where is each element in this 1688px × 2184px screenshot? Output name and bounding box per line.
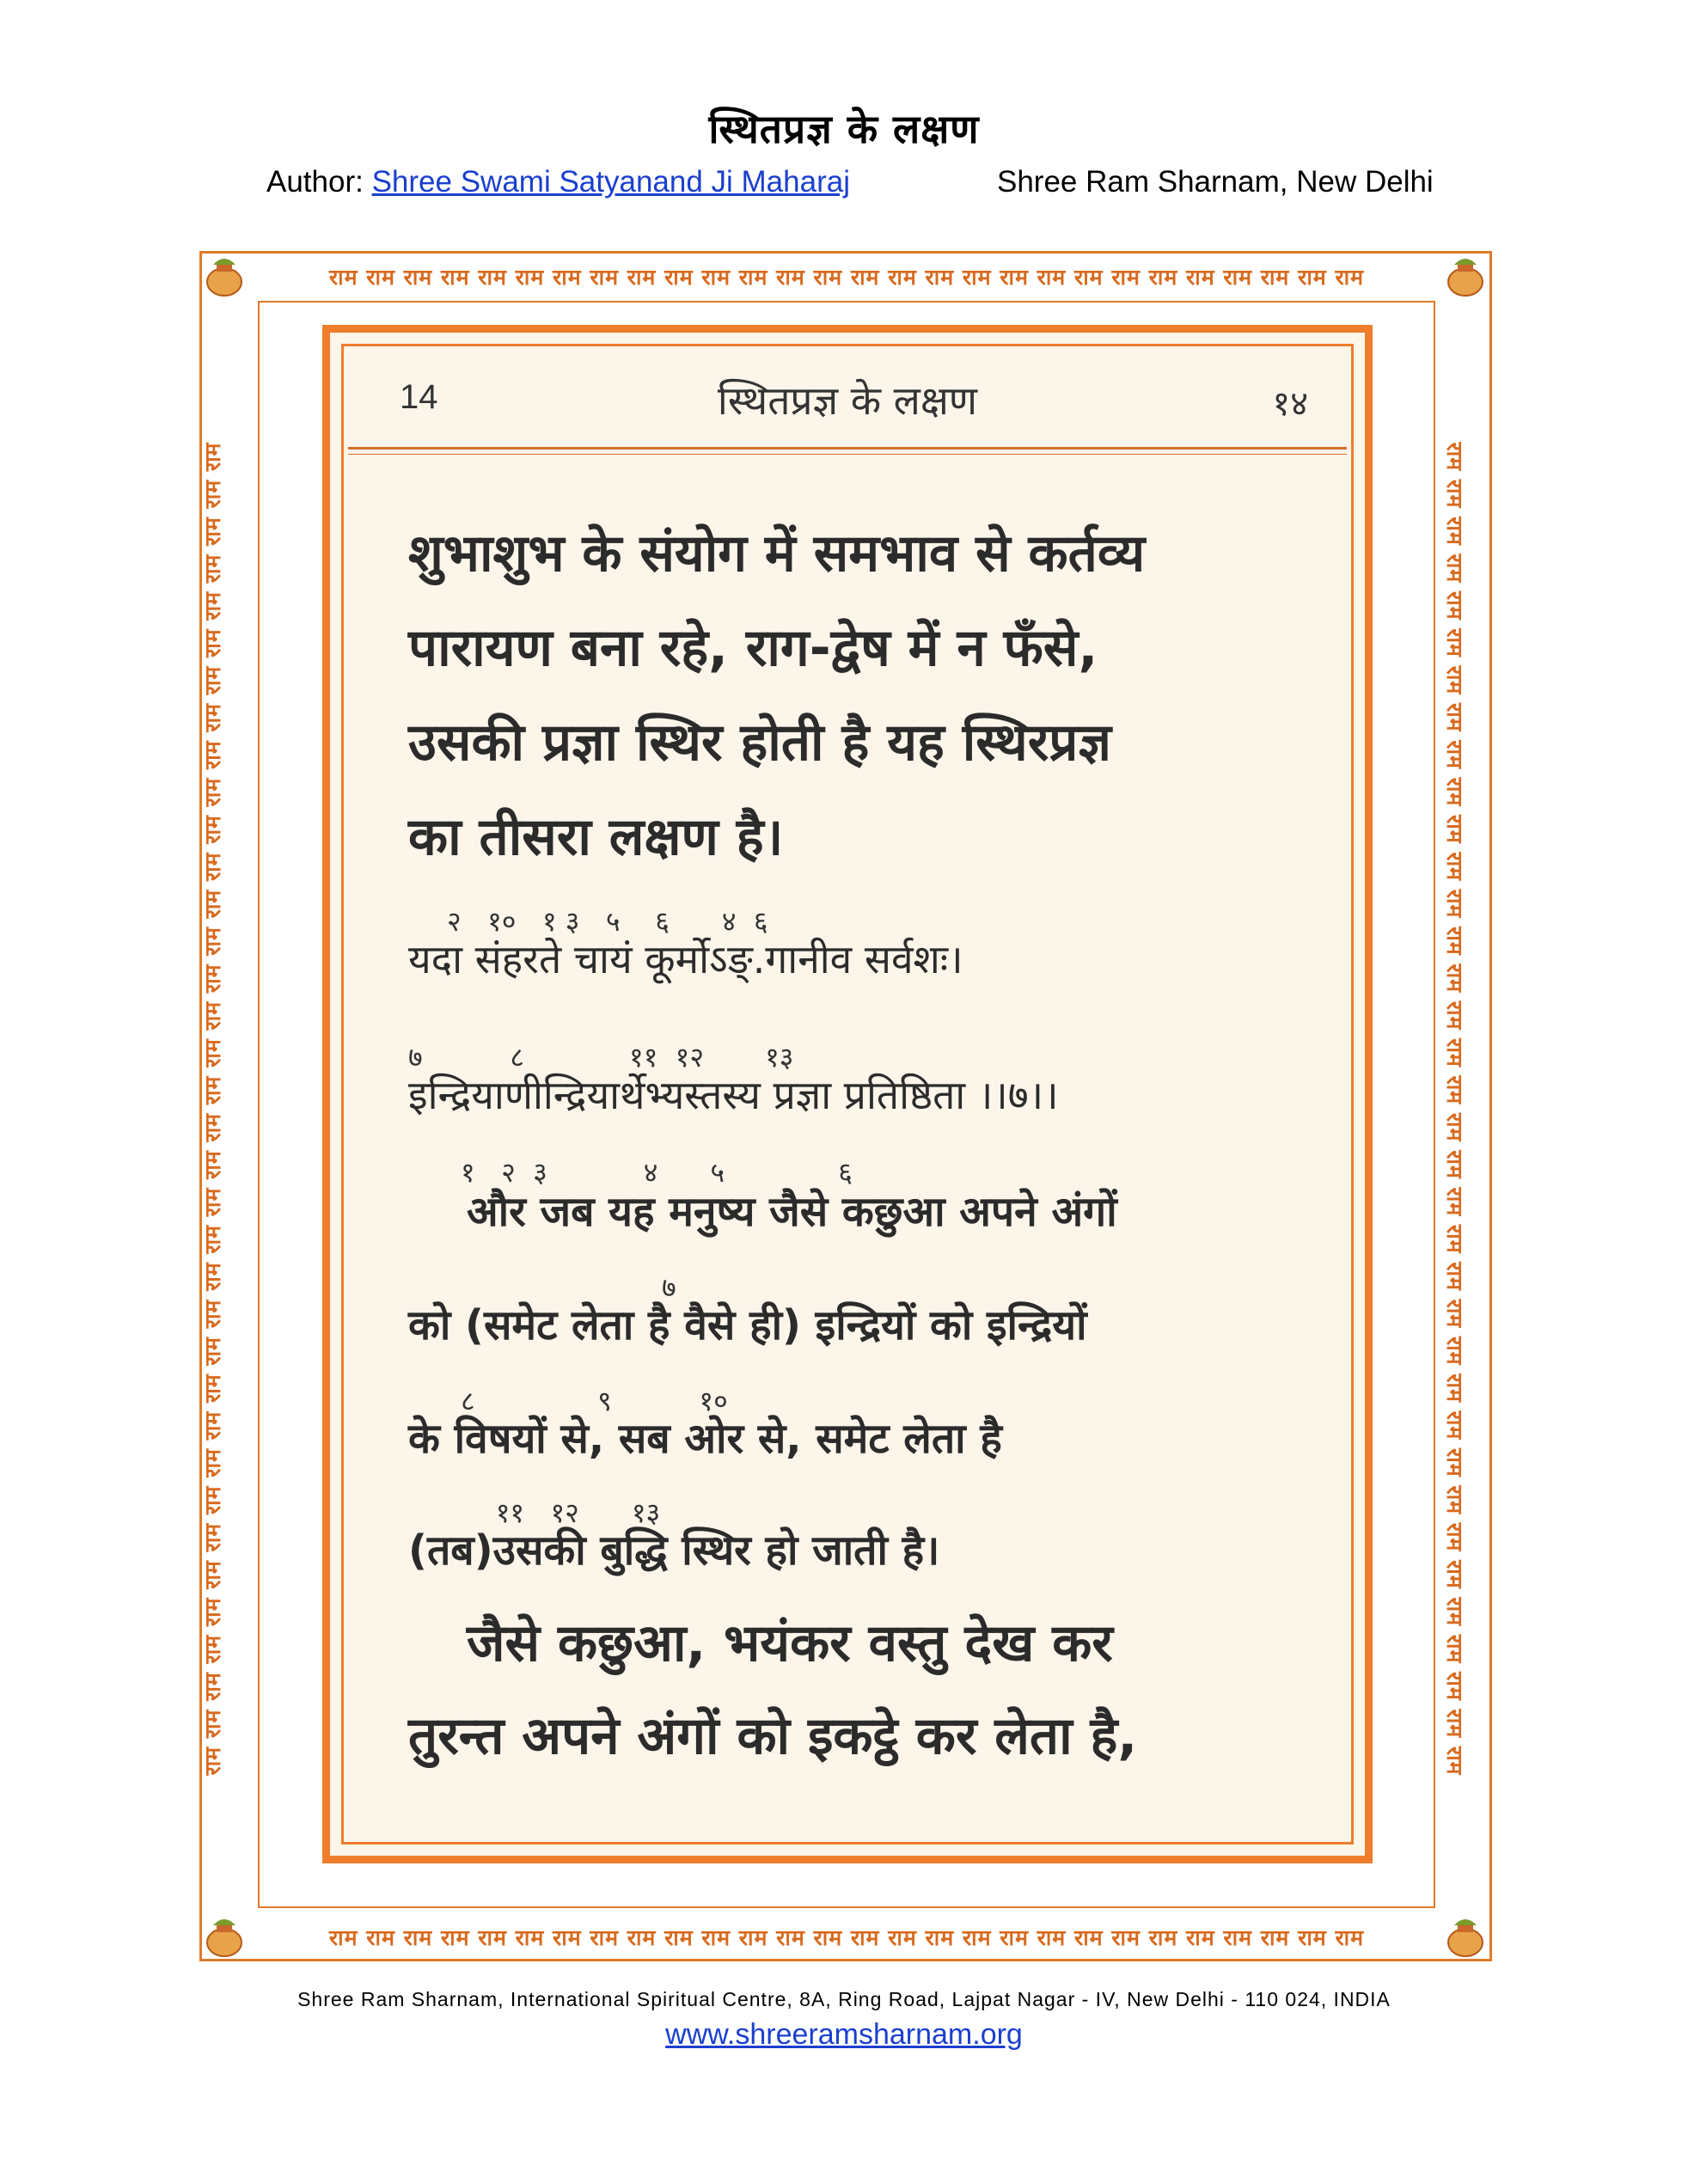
author-link[interactable]: Shree Swami Satyanand Ji Maharaj [371, 165, 850, 199]
translation-numbers-3: ८ ९ १० [408, 1385, 728, 1417]
document-title: स्थितप्रज्ञ के लक्षण [708, 106, 980, 152]
header-divider [348, 447, 1347, 450]
kalash-icon-bottom-left [201, 1913, 248, 1960]
verse-line-2: इन्द्रियाणीन्द्रियार्थेभ्यस्तस्य प्रज्ञा प्रतिष्ठिता ।।७।। [408, 1072, 1059, 1118]
kalash-icon-bottom-right [1442, 1913, 1489, 1960]
para1-line-3: उसकी प्रज्ञा स्थिर होती है यह स्थिरप्रज्ञ [408, 713, 1111, 773]
para2-line-1: जैसे कछुआ, भयंकर वस्तु देख कर [467, 1613, 1113, 1673]
para1-line-2: पारायण बना रहे, राग-द्वेष में न फँसे, [408, 618, 1098, 678]
page-number-left: 14 [400, 378, 438, 416]
translation-numbers-1: १ २ ३ ४ ५ ६ [408, 1156, 853, 1189]
footer-address: Shree Ram Sharnam, International Spiritual Centre, 8A, Ring Road, Lajpat Nagar - IV, New Delhi - 110 024, INDIA [297, 1988, 1391, 2010]
border-ram-left: राम राम राम राम राम राम राम राम राम राम राम राम राम राम राम राम राम राम राम राम राम राम राम राम राम राम राम राम राम राम राम राम राम राम राम राम [200, 442, 225, 1776]
organization-name: Shree Ram Sharnam, New Delhi [997, 165, 1434, 199]
page-number-right: १४ [1272, 384, 1308, 424]
border-ram-right: राम राम राम राम राम राम राम राम राम राम राम राम राम राम राम राम राम राम राम राम राम राम राम राम राम राम राम राम राम राम राम राम राम राम राम राम [1442, 442, 1467, 1776]
kalash-icon-top-left [201, 253, 248, 299]
para1-line-1: शुभाशुभ के संयोग में समभाव से कर्तव्य [408, 523, 1146, 584]
translation-line-2: को (समेट लेता है वैसे ही) इन्द्रियों को इन्द्रियों [408, 1301, 1087, 1349]
verse-line-1: यदा संहरते चायं कूर्मोऽङ्.गानीव सर्वशः। [408, 936, 963, 982]
header-divider-thin [348, 454, 1347, 455]
book-header-title: स्थितप्रज्ञ के लक्षण [717, 377, 978, 424]
para1-line-4: का तीसरा लक्षण है। [408, 807, 784, 867]
author-line [266, 165, 850, 199]
author-label: Author: [266, 165, 372, 199]
translation-line-4: (तब)उसकी बुद्धि स्थिर हो जाती है। [408, 1526, 940, 1575]
border-ram-top: राम राम राम राम राम राम राम राम राम राम राम राम राम राम राम राम राम राम राम राम राम राम राम राम राम राम राम राम [328, 265, 1365, 290]
verse-word-numbers-2: ७ ८ ११ १२ १३ [408, 1041, 794, 1074]
kalash-icon-top-right [1442, 253, 1489, 299]
website-link[interactable]: www.shreeramsharnam.org [665, 2018, 1023, 2051]
translation-line-1: और जब यह मनुष्य जैसे कछुआ अपने अंगों [467, 1188, 1117, 1236]
para2-line-2: तुरन्त अपने अंगों को इकट्ठे कर लेता है, [408, 1706, 1138, 1766]
translation-numbers-4: ११ १२ १३ [408, 1496, 661, 1529]
translation-numbers-2: ७ [408, 1271, 676, 1304]
translation-line-3: के विषयों से, सब ओर से, समेट लेता है [408, 1415, 1002, 1463]
footer-website [0, 2018, 1688, 2052]
verse-word-numbers-1: २ १० १ ३ ५ ६ ४ ६ [447, 905, 768, 938]
border-ram-bottom: राम राम राम राम राम राम राम राम राम राम राम राम राम राम राम राम राम राम राम राम राम राम राम राम राम राम राम राम [328, 1925, 1365, 1950]
book-page [322, 325, 1373, 1863]
